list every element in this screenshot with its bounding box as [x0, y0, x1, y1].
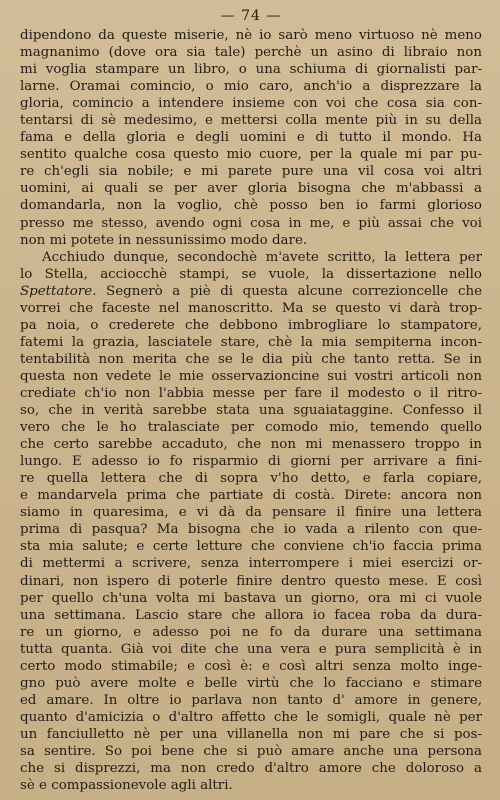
text-line: sè e compassionevole agli altri.: [20, 778, 233, 794]
text-line: magnanimo (dove ora sia tale) perchè un asino di libraio non: [20, 45, 482, 61]
text-line: non mi potete in nessunissimo modo dare.: [20, 232, 308, 248]
text-line: tentarsi di sè medesimo, e mettersi colla mente più in su della: [20, 113, 482, 129]
text-line: larne. Oramai comincio, o mio caro, anch'io a disprezzare la: [20, 79, 482, 95]
text-line: domandarla, non la voglio, chè posso ben io farmi glorioso: [20, 198, 482, 214]
page-number: — 74 —: [220, 8, 282, 24]
text-line: quanto d'amicizia o d'altro affetto che le somigli, quale nè per: [20, 709, 482, 725]
text-line: uomini, ai quali se per aver gloria bisogna che m'abbassi a: [20, 181, 482, 197]
text-line: Spettatore. Segnerò a piè di questa alcune correzioncelle che: [20, 283, 482, 299]
text-line: una settimana. Lascio stare che allora io facea roba da dura-: [20, 607, 482, 623]
text-line: dinari, non ispero di poterle finire dentro questo mese. E così: [20, 573, 482, 589]
text-line: sa sentire. So poi bene che si può amare anche una persona: [20, 743, 482, 759]
paragraph: [20, 249, 482, 795]
text-line: e mandarvela prima che partiate di costà. Direte: ancora non: [20, 488, 482, 504]
text-line: so, che in verità sarebbe stata una sguaiataggine. Confesso il: [20, 403, 482, 419]
text-line: fama e della gloria e degli uomini e di tutto il mondo. Ha: [20, 130, 482, 146]
text-line: sentito qualche cosa questo mio cuore, per la quale mi par pu-: [20, 147, 482, 163]
text-line: re quella lettera che di sopra v'ho detto, e farla copiare,: [20, 471, 482, 487]
text-line: questa non vedete le mie osservazioncine sui vostri articoli non: [20, 368, 482, 384]
text-line: Acchiudo dunque, secondochè m'avete scritto, la lettera per: [42, 249, 482, 265]
text-line: per quello ch'una volta mi bastava un giorno, ora mi ci vuole: [20, 590, 482, 606]
text-line: che si disprezzi, ma non credo d'altro amore che doloroso a: [20, 761, 482, 777]
text-line: pa noia, o crederete che debbono imbrogliare lo stampatore,: [20, 317, 482, 333]
text-line: mi voglia stampare un libro, o una schiuma di giornalisti par-: [20, 62, 482, 78]
text-line: tentabilità non merita che se le dia più che tanto retta. Se in: [20, 351, 482, 367]
text-line: crediate ch'io non l'abbia messe per fare il modesto o il ritro-: [20, 385, 482, 401]
text-line: che certo sarebbe accaduto, che non mi menassero troppo in: [20, 437, 482, 453]
text-line: re un giorno, e adesso poi ne fo da durare una settimana: [20, 624, 482, 640]
text-line: fatemi la grazia, lasciatele stare, chè la mia sempiterna incon-: [20, 334, 482, 350]
text-line: lungo. E adesso io fo risparmio di giorni per arrivare a fini-: [20, 454, 482, 470]
text-line: presso me stesso, avendo ogni cosa in me, e più assai che voi: [20, 215, 482, 231]
text-line: gloria, comincio a intendere insieme con voi che cosa sia con-: [20, 96, 482, 112]
text-line: lo Stella, acciocchè stampi, se vuole, la dissertazione nello: [20, 266, 482, 282]
text-line: vero che le ho tralasciate per comodo mio, temendo quello: [20, 420, 482, 436]
text-line: prima di pasqua? Ma bisogna che io vada a rilento con que-: [20, 522, 482, 538]
text-line: un fanciulletto nè per una villanella non mi pare che si pos-: [20, 726, 482, 742]
text-line: ed amare. In oltre io parlava non tanto d' amore in genere,: [20, 692, 482, 708]
text-body: [20, 27, 482, 794]
journal-title: Spettatore: [20, 283, 93, 299]
text-line: siamo in quaresima, e vi dà da pensare il finire una lettera: [20, 505, 482, 521]
text-line: tutta quanta. Già voi dite che una vera e pura semplicità è in: [20, 641, 482, 657]
text-line: certo modo stimabile; e così è: e così altri senza molto inge-: [20, 658, 482, 674]
text-line: vorrei che faceste nel manoscritto. Ma se questo vi darà trop-: [20, 300, 482, 316]
text-line: re ch'egli sia nobile; e mi parete pure una vil cosa voi altri: [20, 164, 482, 180]
text-line: dipendono da queste miserie, nè io sarò meno virtuoso nè meno: [20, 28, 482, 43]
text-line: gno può avere molte e belle virtù che lo facciano e stimare: [20, 675, 482, 691]
text-line: di mettermi a scrivere, senza interrompere i miei esercizi or-: [20, 556, 482, 572]
paragraph: [20, 27, 482, 249]
text-line: sta mia salute; e certe letture che conviene ch'io faccia prima: [20, 539, 482, 555]
